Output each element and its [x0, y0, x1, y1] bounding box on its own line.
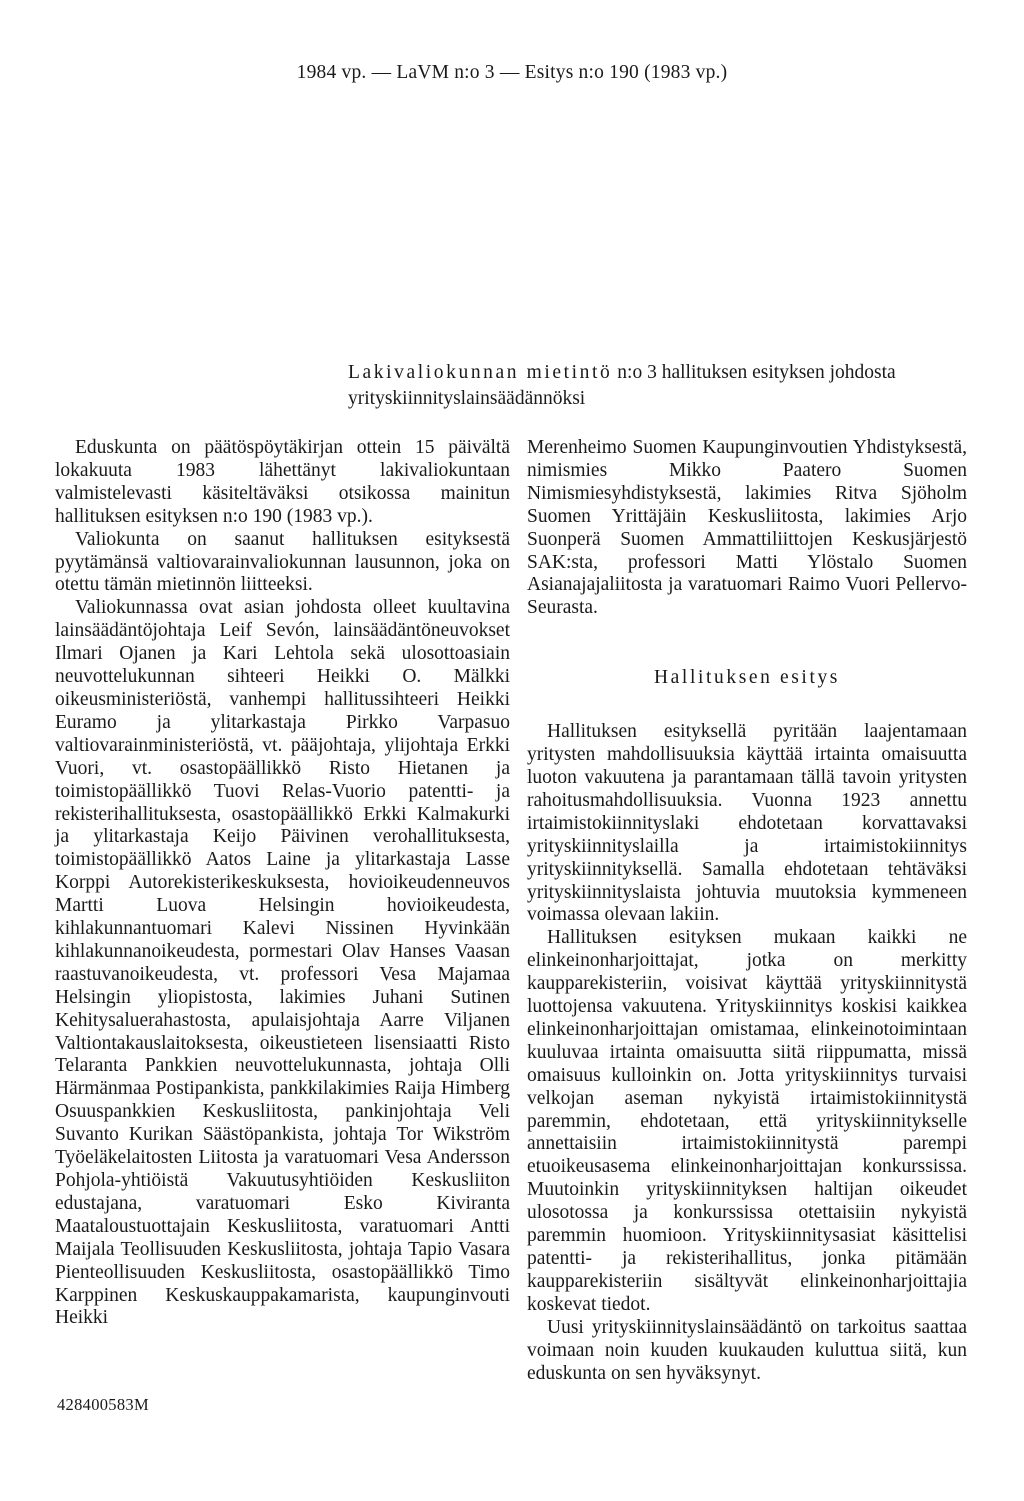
paragraph-referral: Eduskunta on päätöspöytäkirjan ottein 15 päivältä lokakuuta 1983 lähettänyt lakivaliokuntaan valmistelevasti käsiteltäväksi otsikossa mainitun hallituksen esityksen n:o 190 (1983 vp.).	[55, 437, 510, 527]
paragraph-experts: Valiokunnassa ovat asian johdosta olleet kuultavina lainsäädäntöjohtaja Leif Sevón, lainsäädäntöneuvokset Ilmari Ojanen ja Kari Lehtola sekä ulosottoasiain neuvottelukunnan sihteeri Heikki O. Mälkki oikeusministeriöstä, vanhempi hallitussihteeri Heikki Euramo ja ylitarkastaja Pirkko Varpasuo valtiovarainministeriöstä, vt. pääjohtaja, ylijohtaja Erkki Vuori, vt. osastopäällikkö Risto Hietanen ja toimistopäällikkö Tuovi Relas-Vuorio patentti- ja rekisterihallituksesta, osastopäällikkö Erkki Kalmakurki ja ylitarkastaja Keijo Päivinen verohallituksesta, toimistopäällikkö Aatos Laine ja ylitarkastaja Lasse Korppi Autorekisterikeskuksesta, hovioikeudenneuvos Martti Luova Helsingin hovioikeudesta, kihlakunnantuomari Kalevi Nissinen Hyvinkään kihlakunnanoikeudesta, pormestari Olav Hanses Vaasan raastuvanoikeudesta, vt. professori Vesa Majamaa Helsingin yliopistosta, lakimies Juhani Sutinen Kehitysaluerahastosta, apulaisjohtaja Aarre Viljanen Valtiontakauslaitoksesta, oikeustieteen lisensiaatti Risto Telaranta Pankkien neuvottelukunnasta, johtaja Olli Härmänmaa Postipankista, pankkilakimies Raija Himberg Osuuspankkien Keskusliitosta, pankinjohtaja Veli Suvanto Kurikan Säästöpankista, johtaja Tor Wikström Työeläkelaitosten Liitosta ja varatuomari Vesa Andersson Pohjola-yhtiöistä Vakuutusyhtiöiden Keskusliiton edustajana, varatuomari Esko Kiviranta Maataloustuottajain Keskusliitosta, varatuomari Antti Maijala Teollisuuden Keskusliitosta, johtaja Tapio Vasara Pienteollisuuden Keskusliitosta, osastopäällikkö Timo Karppinen Keskuskauppakamarista, kaupunginvouti Heikki	[55, 597, 510, 1329]
report-title-lead: Lakivaliokunnan mietintö	[348, 362, 613, 383]
paragraph-proposal-aim: Hallituksen esityksellä pyritään laajentamaan yritysten mahdollisuuksia käyttää irtainta omaisuutta luoton vakuutena ja parantamaan tällä tavoin yritysten rahoitusmahdollisuuksia. Vuonna 1923 annettu irtaimistokiinnityslaki ehdotetaan korvattavaksi yrityskiinnityslailla ja irtaimistokiinnitys yrityskiinnityksellä. Samalla ehdotetaan tehtäväksi yrityskiinnityslaista johtuvia muutoksia kymmeneen voimassa olevaan lakiin.	[527, 721, 967, 926]
paragraph-proposal-entry-into-force: Uusi yrityskiinnityslainsäädäntö on tarkoitus saattaa voimaan noin kuuden kuukauden kuluttua siitä, kun eduskunta on sen hyväksynyt.	[527, 1316, 967, 1384]
page-header: 1984 vp. — LaVM n:o 3 — Esitys n:o 190 (1983 vp.)	[296, 62, 728, 83]
report-title	[348, 360, 988, 412]
left-column	[55, 437, 510, 1330]
paragraph-statement: Valiokunta on saanut hallituksen esityksestä pyytämänsä valtiovarainvaliokunnan lausunnon, joka on otettu tämän mietinnön liitteeksi.	[55, 528, 510, 596]
report-title-rest: n:o 3 hallituksen esityksen johdosta yrityskiinnityslainsäädännöksi	[348, 362, 896, 409]
section-heading-hallituksen-esitys: Hallituksen esitys	[654, 667, 840, 689]
right-column	[527, 437, 967, 1385]
print-code: 428400583M	[57, 1395, 149, 1414]
paragraph-proposal-scope: Hallituksen esityksen mukaan kaikki ne elinkeinonharjoittajat, jotka on merkitty kaupparekisteriin, voisivat käyttää yrityskiinnitystä luottojensa vakuutena. Yrityskiinnitys koskisi kaikkea elinkeinonharjoittajan omistamaa, elinkeinotoimintaan kuuluvaa irtainta omaisuutta siitä riippumatta, missä omaisuus kulloinkin on. Jotta yrityskiinnitys turvaisi velkojan aseman nykyistä irtaimistokiinnitystä paremmin, ehdotetaan, että yrityskiinnitykselle annettaisiin irtaimistokiinnitystä parempi etuoikeusasema elinkeinonharjoittajan konkurssissa. Muutoinkin yrityskiinnityksen haltijan oikeudet ulosotossa ja konkurssissa otettaisiin nykyistä paremmin huomioon. Yrityskiinnitysasiat käsittelisi patentti- ja rekisterihallitus, jonka pitämään kaupparekisteriin sisältyvät elinkeinonharjoittajia koskevat tiedot.	[527, 927, 967, 1315]
paragraph-experts-continued: Merenheimo Suomen Kaupunginvoutien Yhdistyksestä, nimismies Mikko Paatero Suomen Nimismiesyhdistyksestä, lakimies Ritva Sjöholm Suomen Yrittäjäin Keskusliitosta, lakimies Arjo Suonperä Suomen Ammattiliittojen Keskusjärjestö SAK:sta, professori Matti Ylöstalo Suomen Asianajajaliitosta ja varatuomari Raimo Vuori Pellervo-Seurasta.	[527, 437, 967, 619]
